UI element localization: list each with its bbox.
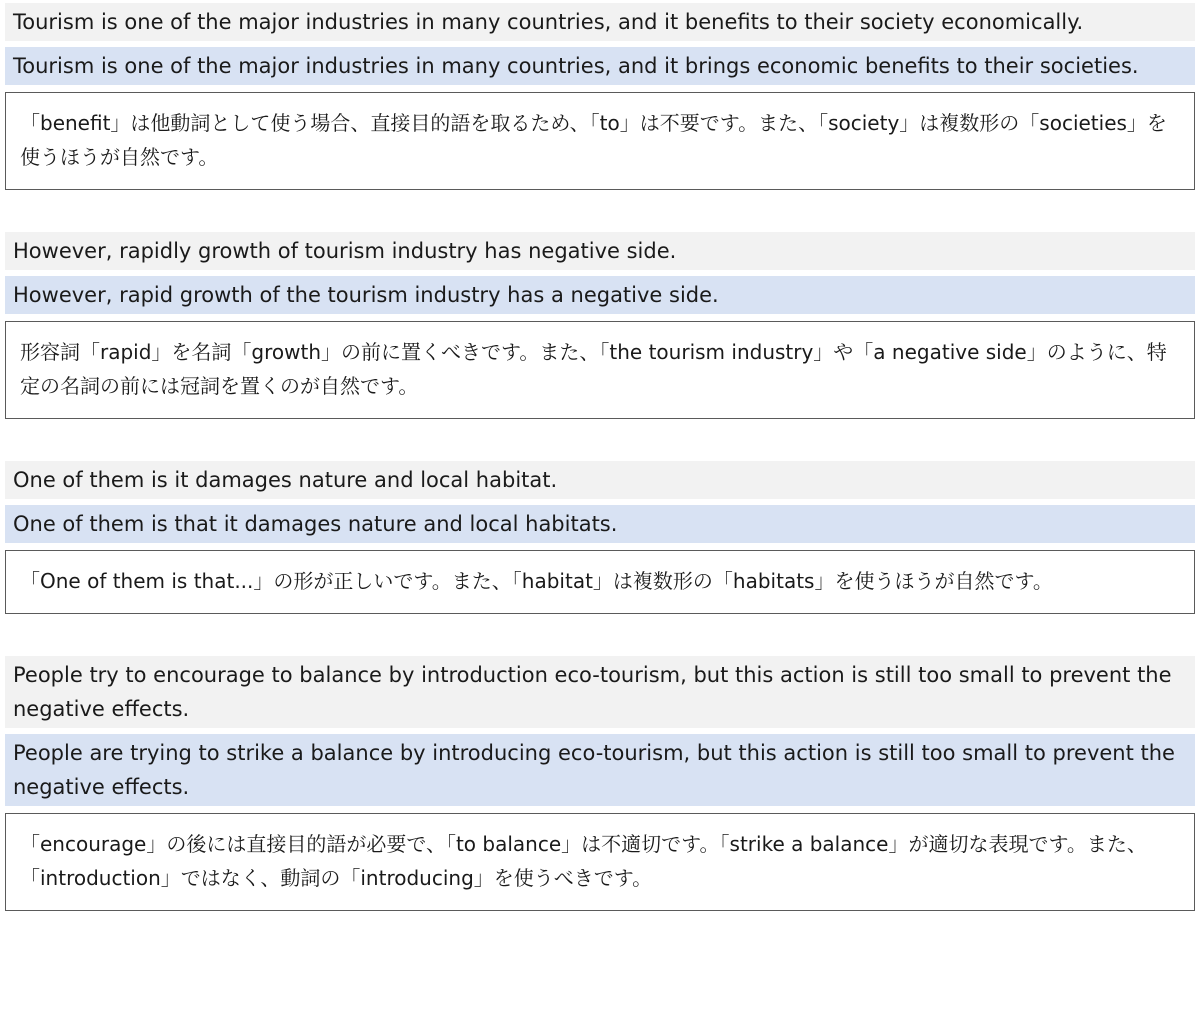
- correction-group: [5, 232, 1195, 419]
- explanation-box: 「One of them is that...」の形が正しいです。また、「habitat」は複数形の「habitats」を使うほうが自然です。: [5, 550, 1195, 614]
- explanation-box: 「benefit」は他動詞として使う場合、直接目的語を取るため、「to」は不要です。また、「society」は複数形の「societies」を使うほうが自然です。: [5, 92, 1195, 190]
- corrected-sentence: However, rapid growth of the tourism industry has a negative side.: [5, 276, 1195, 314]
- corrected-sentence: One of them is that it damages nature and local habitats.: [5, 505, 1195, 543]
- correction-group: [5, 461, 1195, 614]
- original-sentence: Tourism is one of the major industries in many countries, and it benefits to their society economically.: [5, 3, 1195, 41]
- corrected-sentence: People are trying to strike a balance by introducing eco-tourism, but this action is still too small to prevent the negative effects.: [5, 734, 1195, 806]
- corrected-sentence: Tourism is one of the major industries in many countries, and it brings economic benefits to their societies.: [5, 47, 1195, 85]
- explanation-box: 形容詞「rapid」を名詞「growth」の前に置くべきです。また、「the tourism industry」や「a negative side」のように、特定の名詞の前には冠詞を置くのが自然です。: [5, 321, 1195, 419]
- original-sentence: One of them is it damages nature and local habitat.: [5, 461, 1195, 499]
- explanation-box: 「encourage」の後には直接目的語が必要で、「to balance」は不適切です。「strike a balance」が適切な表現です。また、「introduction」ではなく、動詞の「introducing」を使うべきです。: [5, 813, 1195, 911]
- original-sentence: However, rapidly growth of tourism industry has negative side.: [5, 232, 1195, 270]
- correction-group: [5, 3, 1195, 190]
- correction-group: [5, 656, 1195, 911]
- original-sentence: People try to encourage to balance by introduction eco-tourism, but this action is still too small to prevent the negative effects.: [5, 656, 1195, 728]
